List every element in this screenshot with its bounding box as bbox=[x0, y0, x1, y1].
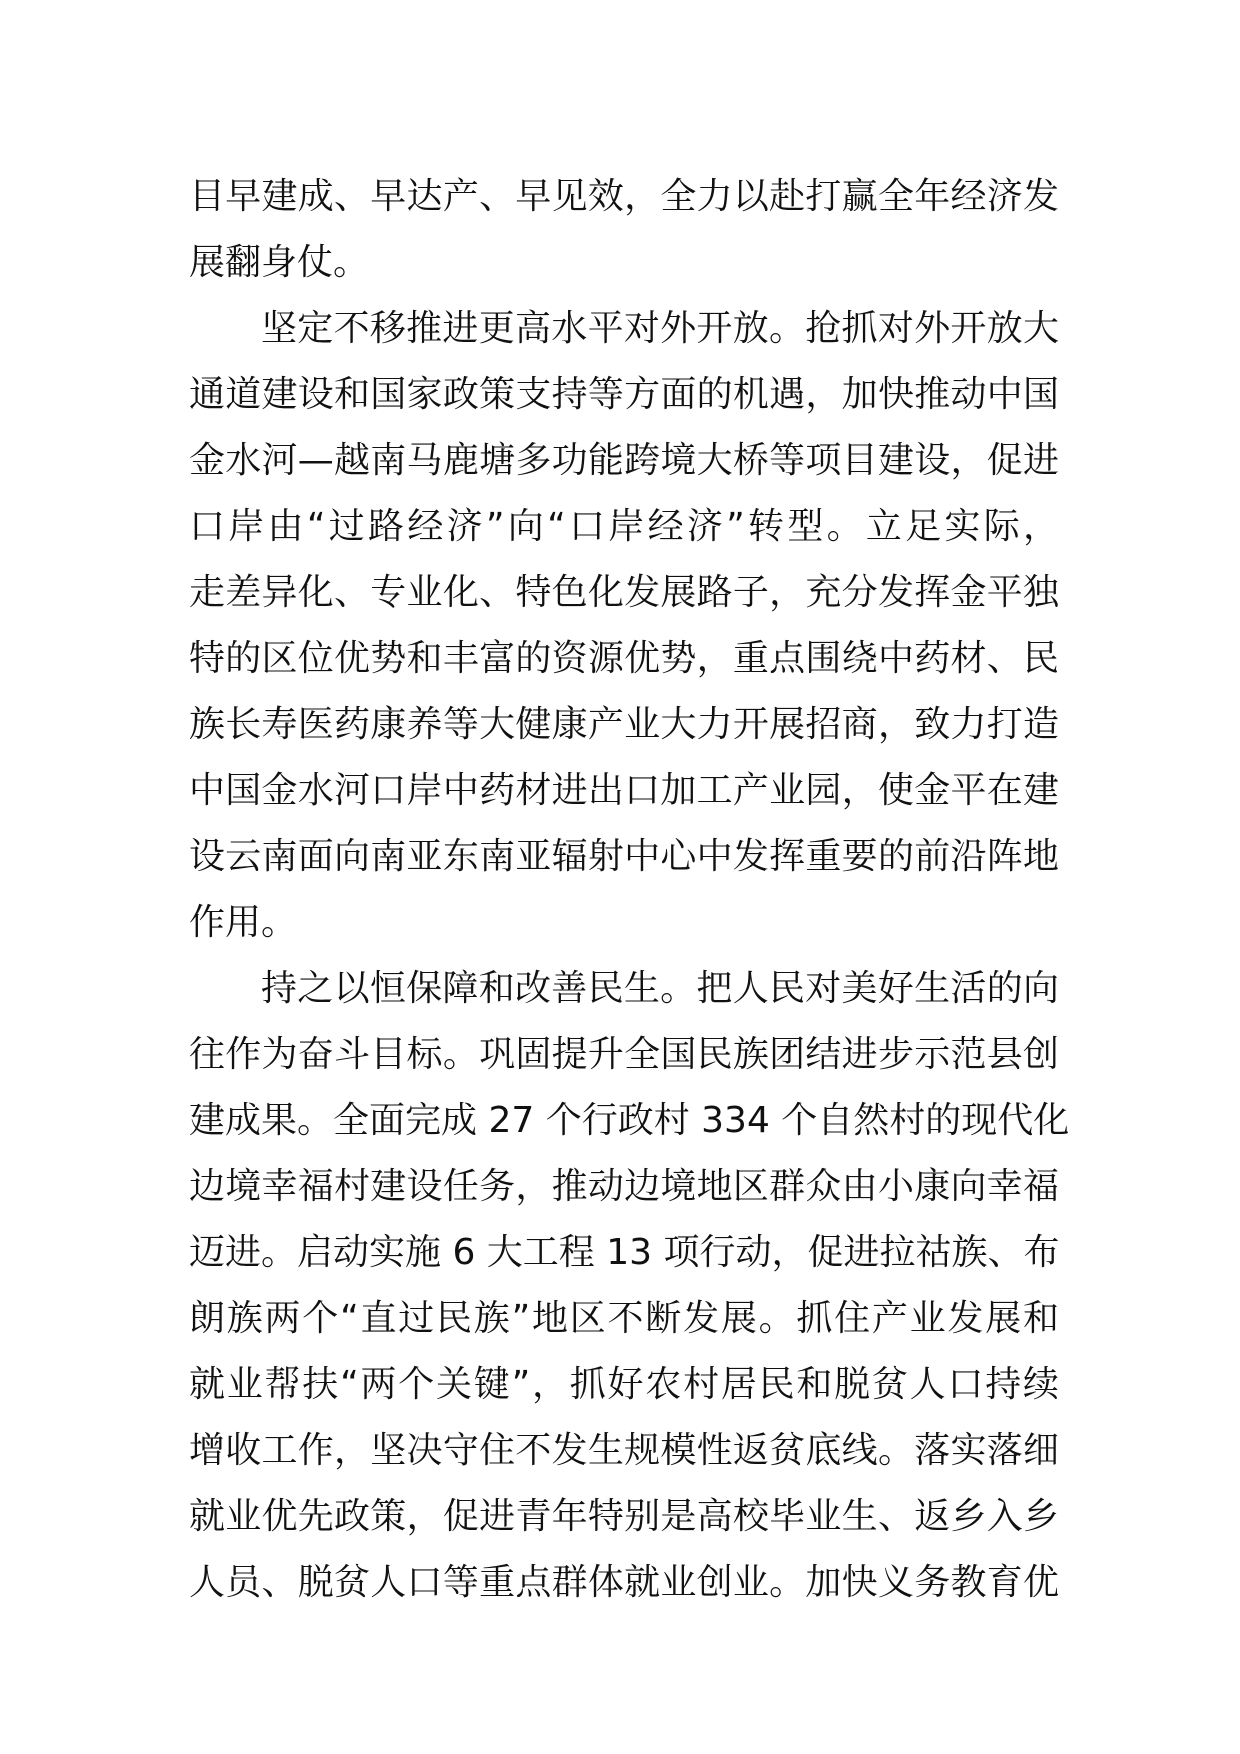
text-line: 族长寿医药康养等大健康产业大力开展招商，致力打造 bbox=[189, 704, 1059, 745]
text-line: 作用。 bbox=[189, 902, 298, 943]
paragraph-start-line: 坚定不移推进更高水平对外开放。抢抓对外开放大 bbox=[261, 308, 1059, 349]
text-line: 展翻身仗。 bbox=[189, 242, 370, 283]
text-line: 走差异化、专业化、特色化发展路子，充分发挥金平独 bbox=[189, 572, 1059, 613]
text-line: 迈进。启动实施 6 大工程 13 项行动，促进拉祜族、布 bbox=[189, 1232, 1060, 1273]
text-line: 金水河—越南马鹿塘多功能跨境大桥等项目建设，促进 bbox=[189, 440, 1059, 481]
text-line: 增收工作，坚决守住不发生规模性返贫底线。落实落细 bbox=[189, 1430, 1059, 1471]
text-line: 朗族两个“直过民族”地区不断发展。抓住产业发展和 bbox=[189, 1298, 1059, 1339]
paragraph-start-line: 持之以恒保障和改善民生。把人民对美好生活的向 bbox=[261, 968, 1059, 1009]
text-line: 目早建成、早达产、早见效，全力以赴打赢全年经济发 bbox=[189, 176, 1059, 217]
text-line: 建成果。全面完成 27 个行政村 334 个自然村的现代化 bbox=[189, 1100, 1070, 1141]
text-line: 设云南面向南亚东南亚辐射中心中发挥重要的前沿阵地 bbox=[189, 836, 1059, 877]
text-line: 通道建设和国家政策支持等方面的机遇，加快推动中国 bbox=[189, 374, 1059, 415]
text-line: 口岸由“过路经济”向“口岸经济”转型。立足实际， bbox=[189, 506, 1059, 547]
text-line: 边境幸福村建设任务，推动边境地区群众由小康向幸福 bbox=[189, 1166, 1059, 1207]
text-line: 中国金水河口岸中药材进出口加工产业园，使金平在建 bbox=[189, 770, 1059, 811]
text-line: 特的区位优势和丰富的资源优势，重点围绕中药材、民 bbox=[189, 638, 1059, 679]
text-line: 就业优先政策，促进青年特别是高校毕业生、返乡入乡 bbox=[189, 1496, 1059, 1537]
text-line: 就业帮扶“两个关键”，抓好农村居民和脱贫人口持续 bbox=[189, 1364, 1059, 1405]
text-line: 人员、脱贫人口等重点群体就业创业。加快义务教育优 bbox=[189, 1562, 1059, 1603]
text-line: 往作为奋斗目标。巩固提升全国民族团结进步示范县创 bbox=[189, 1034, 1059, 1075]
document-body bbox=[189, 164, 1070, 1616]
